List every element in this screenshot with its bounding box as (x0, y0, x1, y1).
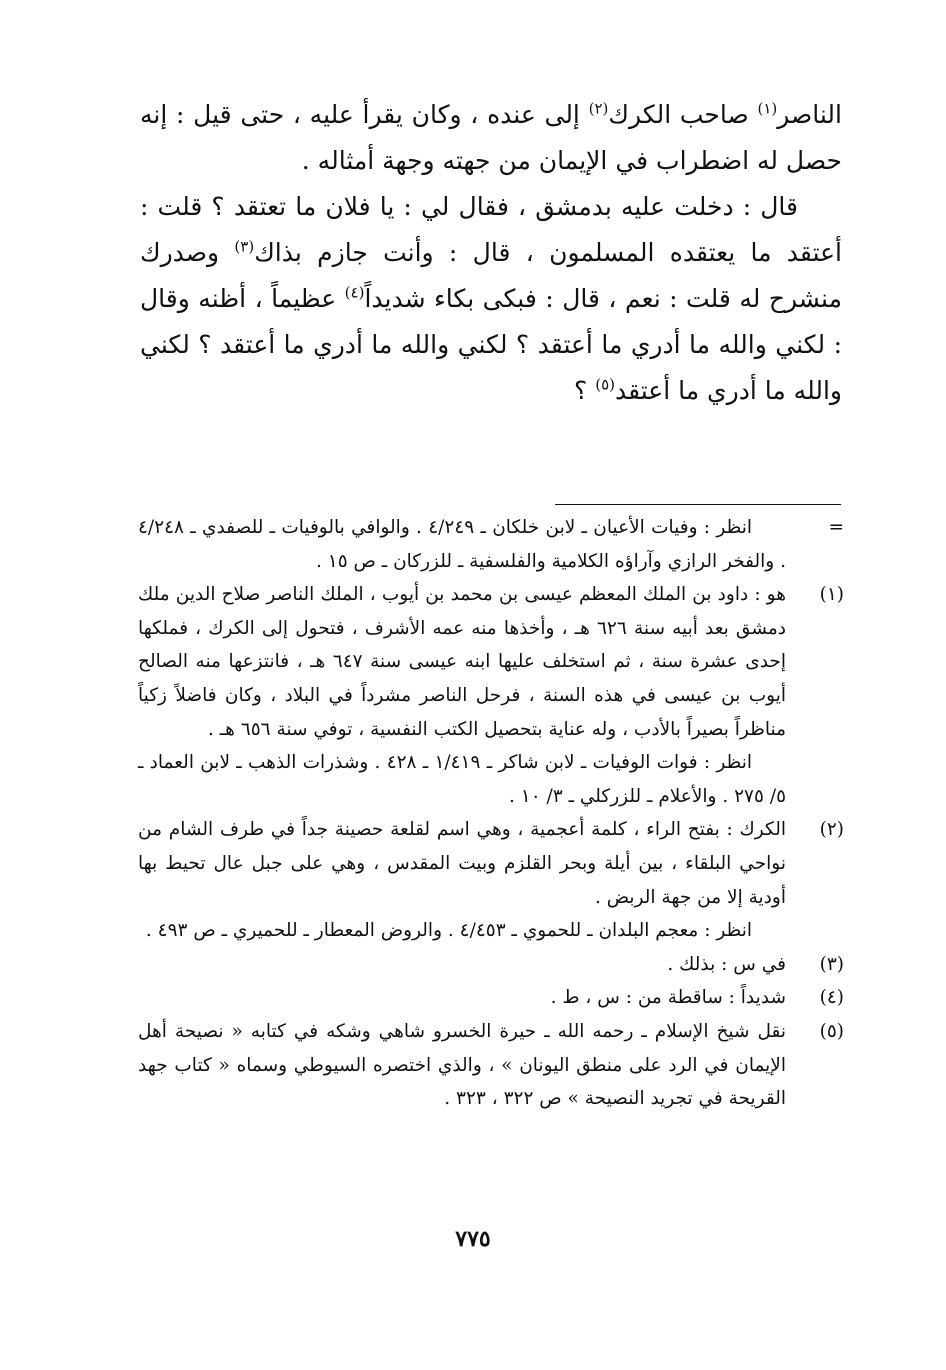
footnote-number: (٣) (819, 953, 844, 975)
footnote-text: الكرك : بفتح الراء ، كلمة أعجمية ، وهي اسم لقلعة حصينة جداً في طرف الشام من نواحي البلقاء ، بين أيلة وبحر القلزم وبيت المقدس ، وهي على جبل عال تحيط بها أودية إلا من جهة الربض . (138, 819, 786, 908)
main-paragraph-1 (140, 92, 842, 184)
footnote-text: نقل شيخ الإسلام ـ رحمه الله ـ حيرة الخسرو شاهي وشكه في كتابه « نصيحة أهل الإيمان في الرد على منطق اليونان » ، والذي اختصره السيوطي وسماه « كتاب جهد القريحة في تجريد النصيحة » ص ٣٢٢ ، ٣٢٣ . (138, 1020, 786, 1110)
footnote-ref-2[interactable]: (٢) (588, 99, 609, 118)
text-run: الناصر (777, 100, 842, 129)
footnote-separator (555, 504, 841, 505)
text-run: صاحب الكرك (608, 100, 758, 129)
footnote-text: في س : بذلك . (667, 953, 786, 975)
main-paragraph-2 (140, 184, 842, 414)
footnote-4 (138, 981, 844, 1015)
footnote-2 (138, 813, 844, 947)
footnote-text: هو : داود بن الملك المعظم عيسى بن محمد بن أيوب ، الملك الناصر صلاح الدين ملك دمشق بعد أبيه سنة ٦٢٦ هـ ، وأخذها منه عمه الأشرف ، فتحول إلى الكرك ، فملكها إحدى عشرة سنة ، ثم استخلف عليها ابنه عيسى سنة ٦٤٧ هـ ، فانتزعها منه الصالح أيوب بن عيسى في هذه السنة ، فرحل الناصر مشرداً في البلاد ، وكان فاضلاً زكياً مناظراً بصيراً بالأدب ، وله عناية بتحصيل الكتب النفسية ، توفي سنة ٦٥٦ هـ . (138, 584, 786, 740)
main-text (140, 92, 842, 414)
footnote-reference: انظر : فوات الوفيات ـ لابن شاكر ـ ١/٤١٩ ـ ٤٢٨ . وشذرات الذهب ـ لابن العماد ـ ٥/ ٢٧٥ . والأعلام ـ للزركلي ـ ٣/ ١٠ . (138, 752, 786, 807)
footnote-ref-3[interactable]: (٣) (234, 237, 255, 256)
footnote-number: (٥) (819, 1020, 844, 1042)
footnote-number: (٢) (819, 819, 844, 841)
continuation-marker: = (828, 517, 844, 538)
text-run: وصدرك منشرح له قلت : نعم ، قال : فبكى بكاء شديداً (140, 238, 842, 313)
footnote-5 (138, 1015, 844, 1116)
footnote-continuation (138, 511, 844, 578)
text-run: ؟ (573, 376, 596, 405)
footnote-1 (138, 578, 844, 813)
text-run: عظيماً ، أظنه وقال : لكني والله ما أدري ما أعتقد ؟ لكني والله ما أدري ما أعتقد ؟ لكني والله ما أدري ما أعتقد (140, 284, 842, 405)
footnote-ref-4[interactable]: (٤) (344, 283, 365, 302)
text-run: قال : دخلت عليه بدمشق ، فقال لي : يا فلان ما تعتقد ؟ قلت : أعتقد ما يعتقده المسلمون ، قال : وأنت جازم بذاك (140, 192, 842, 267)
footnote-3 (138, 948, 844, 982)
footnote-reference: انظر : معجم البلدان ـ للحموي ـ ٤/٤٥٣ . والروض المعطار ـ للحميري ـ ص ٤٩٣ . (145, 920, 752, 942)
text-run: إلى عنده ، وكان يقرأ عليه ، حتى قيل : إنه حصل له اضطراب في الإيمان من جهته وجهة أمثاله . (140, 100, 842, 175)
footnote-text: شديداً : ساقطة من : س ، ط . (550, 987, 786, 1009)
footnote-ref-5[interactable]: (٥) (595, 375, 615, 394)
page-number: ٧٧٥ (455, 1226, 491, 1252)
footnotes (138, 511, 844, 1116)
footnote-number: (٤) (819, 987, 844, 1009)
footnote-ref-1[interactable]: (١) (757, 99, 778, 118)
footnote-number: (١) (819, 584, 844, 606)
footnote-text: انظر : وفيات الأعيان ـ لابن خلكان ـ ٤/٢٤٩ . والوافي بالوفيات ـ للصفدي ـ ٤/٢٤٨ . والفخر الرازي وآراؤه الكلامية والفلسفية ـ للزركان ـ ص ١٥ . (138, 517, 786, 572)
